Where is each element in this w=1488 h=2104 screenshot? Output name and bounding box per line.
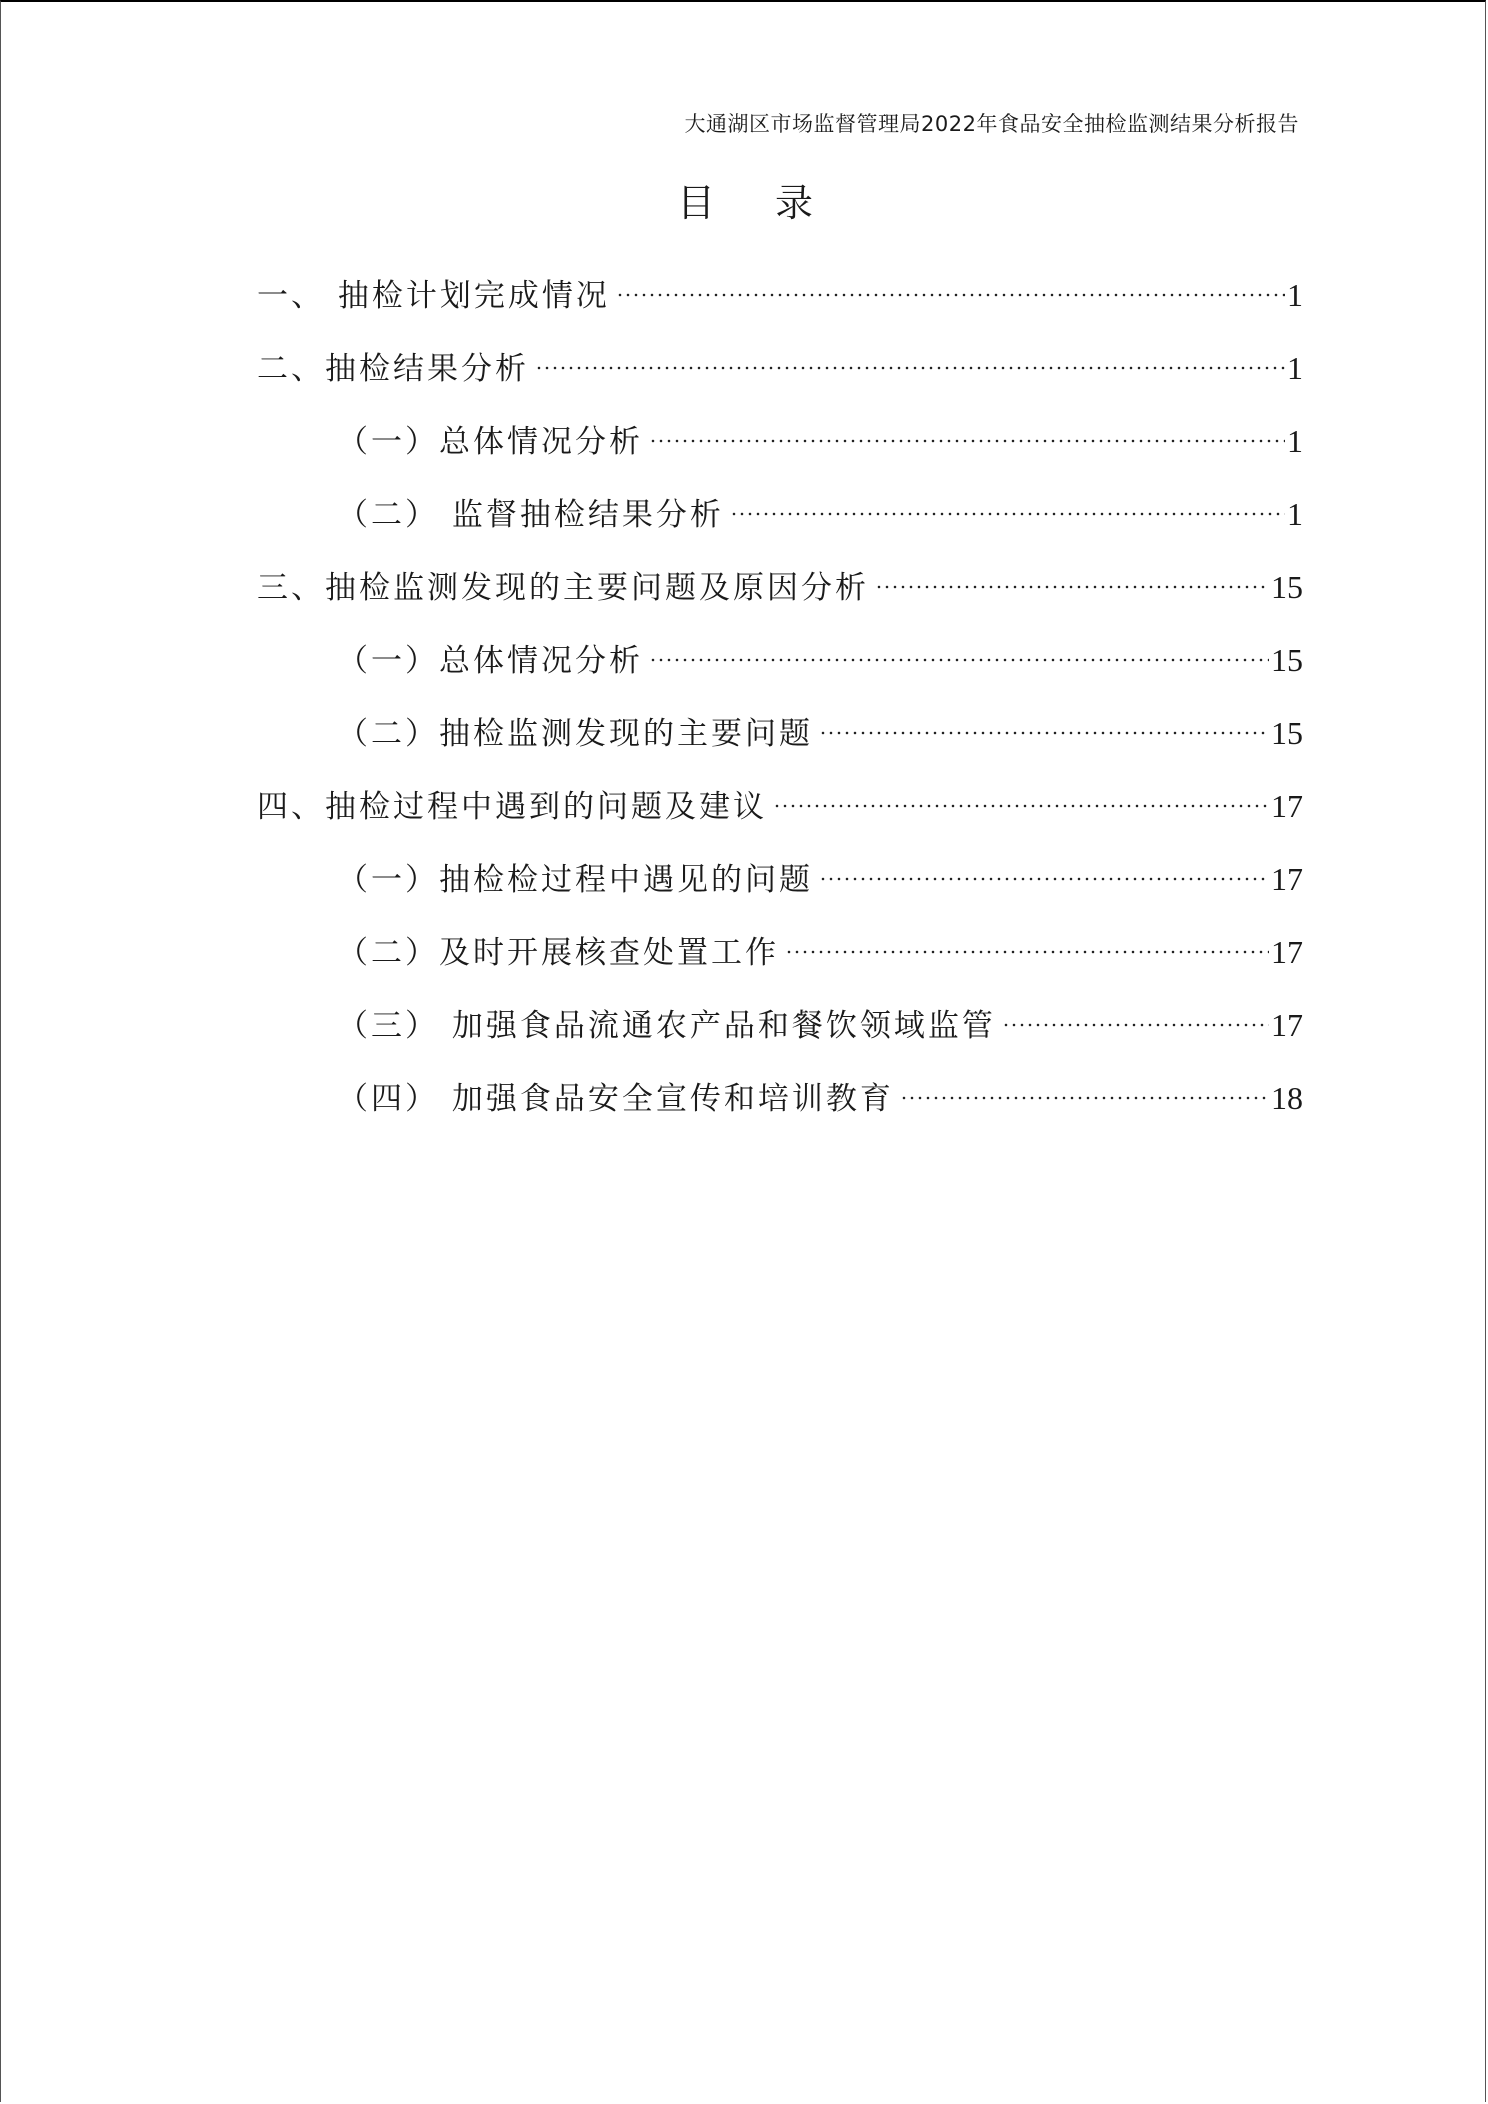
- toc-entry[interactable]: [257, 927, 1303, 1000]
- table-of-contents: [257, 270, 1303, 1146]
- toc-entry-page: 17: [1271, 1007, 1303, 1043]
- toc-entry[interactable]: [257, 270, 1303, 343]
- toc-entry-page: 15: [1271, 569, 1303, 605]
- toc-entry-page: 1: [1287, 423, 1303, 459]
- toc-entry-page: 18: [1271, 1080, 1303, 1116]
- toc-entry-page: 17: [1271, 934, 1303, 970]
- toc-entry[interactable]: [257, 635, 1303, 708]
- dot-leader: [819, 876, 1269, 882]
- toc-entry[interactable]: [257, 708, 1303, 781]
- toc-entry[interactable]: [257, 416, 1303, 489]
- toc-entry-text: （四） 加强食品安全宣传和培训教育: [337, 1081, 894, 1117]
- toc-entry-text: （一）抽检检过程中遇见的问题: [337, 862, 813, 898]
- dot-leader: [785, 949, 1269, 955]
- toc-entry-text: （二）及时开展核查处置工作: [337, 935, 779, 971]
- running-header: 大通湖区市场监督管理局2022年食品安全抽检监测结果分析报告: [684, 112, 1299, 136]
- dot-leader: [730, 511, 1285, 517]
- toc-entry-text: 二、抽检结果分析: [257, 351, 529, 387]
- dot-leader: [819, 730, 1269, 736]
- toc-entry[interactable]: [257, 1073, 1303, 1146]
- toc-title: 目 录: [676, 181, 838, 225]
- toc-entry[interactable]: [257, 854, 1303, 927]
- toc-entry-page: 17: [1271, 788, 1303, 824]
- toc-entry[interactable]: [257, 781, 1303, 854]
- toc-entry-text: 一、 抽检计划完成情况: [257, 278, 610, 314]
- toc-entry-text: （三） 加强食品流通农产品和餐饮领域监管: [337, 1008, 996, 1044]
- dot-leader: [535, 365, 1285, 371]
- toc-entry-page: 15: [1271, 642, 1303, 678]
- dot-leader: [875, 584, 1269, 590]
- dot-leader: [1002, 1022, 1269, 1028]
- toc-entry[interactable]: [257, 489, 1303, 562]
- toc-entry-page: 1: [1287, 277, 1303, 313]
- toc-entry-page: 15: [1271, 715, 1303, 751]
- toc-entry[interactable]: [257, 1000, 1303, 1073]
- toc-entry-text: （二） 监督抽检结果分析: [337, 497, 724, 533]
- dot-leader: [649, 438, 1285, 444]
- toc-entry-page: 17: [1271, 861, 1303, 897]
- dot-leader: [900, 1095, 1269, 1101]
- toc-entry-text: 三、抽检监测发现的主要问题及原因分析: [257, 570, 869, 606]
- toc-entry-text: 四、抽检过程中遇到的问题及建议: [257, 789, 767, 825]
- toc-entry[interactable]: [257, 562, 1303, 635]
- dot-leader: [773, 803, 1269, 809]
- toc-entry[interactable]: [257, 343, 1303, 416]
- toc-entry-text: （一）总体情况分析: [337, 643, 643, 679]
- toc-entry-page: 1: [1287, 496, 1303, 532]
- toc-entry-text: （二）抽检监测发现的主要问题: [337, 716, 813, 752]
- dot-leader: [649, 657, 1269, 663]
- dot-leader: [616, 292, 1285, 298]
- toc-entry-page: 1: [1287, 350, 1303, 386]
- toc-entry-text: （一）总体情况分析: [337, 424, 643, 460]
